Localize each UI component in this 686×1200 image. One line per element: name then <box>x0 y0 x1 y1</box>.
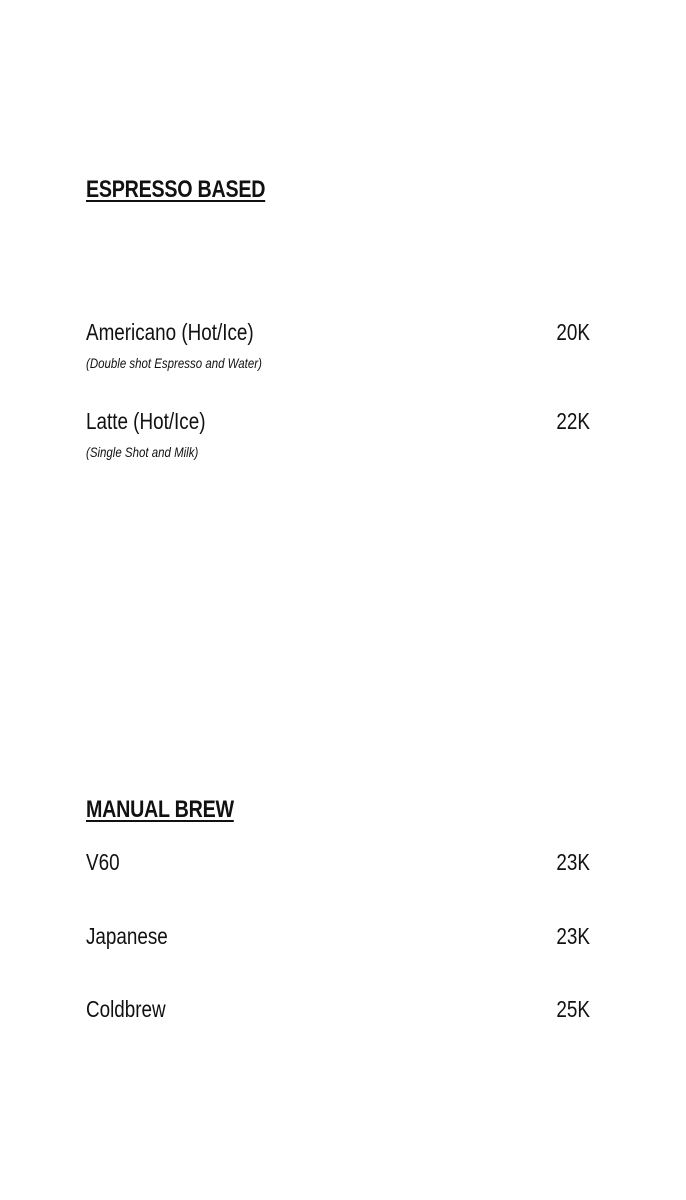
item-name: Japanese <box>86 923 168 949</box>
item-description: (Double shot Espresso and Water) <box>86 355 262 371</box>
item-name: Americano (Hot/Ice) <box>86 319 254 345</box>
item-price: 22K <box>556 408 590 434</box>
item-name: Coldbrew <box>86 996 166 1022</box>
item-price: 23K <box>556 923 590 949</box>
item-name: V60 <box>86 849 120 875</box>
item-price: 25K <box>556 996 590 1022</box>
section-title-manual-brew: MANUAL BREW <box>86 796 234 823</box>
item-description: (Single Shot and Milk) <box>86 444 199 460</box>
item-price: 20K <box>556 319 590 345</box>
section-title-espresso-based: ESPRESSO BASED <box>86 176 266 203</box>
item-price: 23K <box>556 849 590 875</box>
item-name: Latte (Hot/Ice) <box>86 408 206 434</box>
